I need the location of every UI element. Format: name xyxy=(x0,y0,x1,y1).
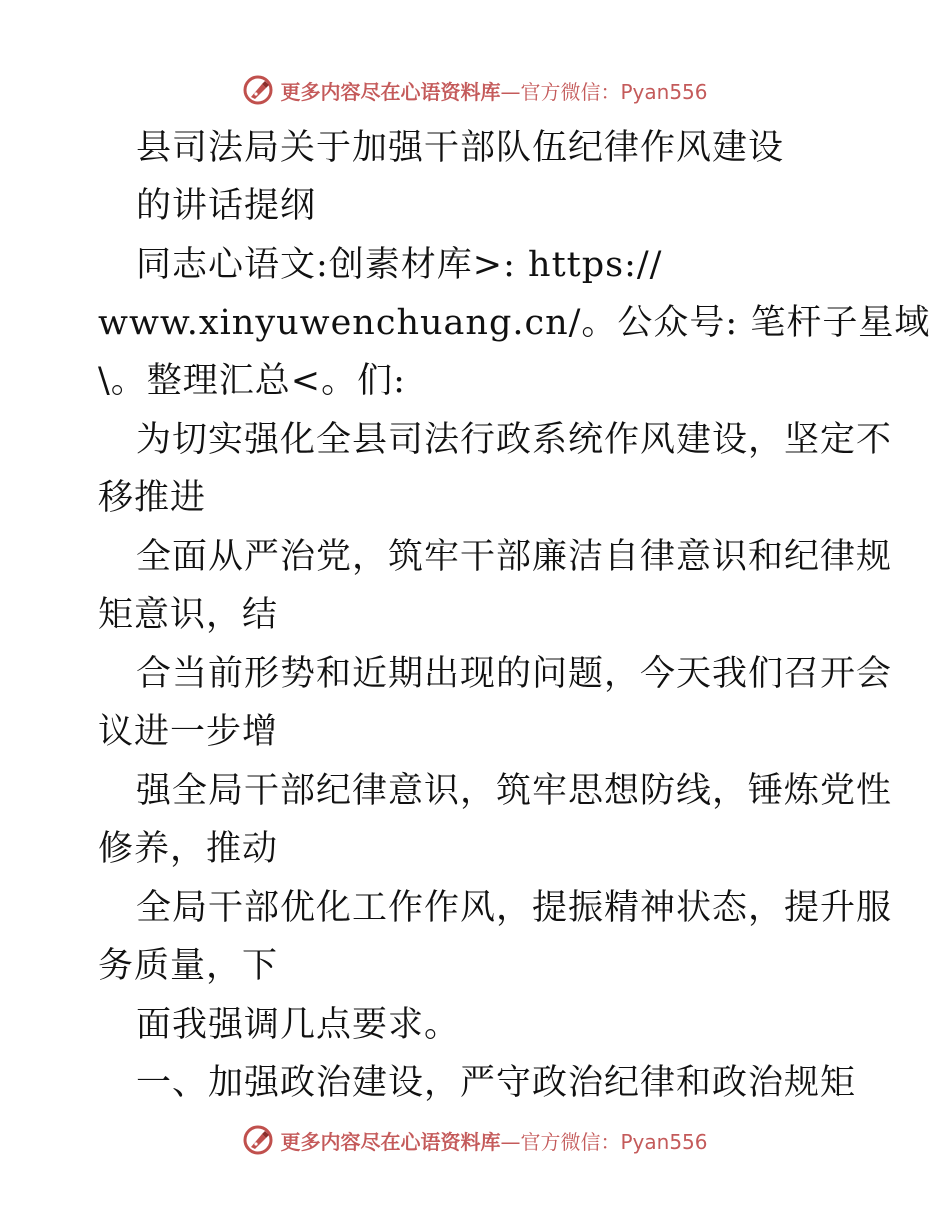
watermark-account-label: 官方微信： xyxy=(520,79,621,104)
paragraph-line: 合当前形势和近期出现的问题，今天我们召开会 xyxy=(136,654,893,694)
document-title-line-1: 县司法局关于加强干部队伍纪律作风建设 xyxy=(136,128,785,168)
paragraph-line: 矩意识，结 xyxy=(98,595,279,635)
watermark-separator: — xyxy=(500,79,521,104)
paragraph-line: 修养，推动 xyxy=(98,829,279,869)
watermark-main-text: 更多内容尽在心语资料库 xyxy=(280,1129,501,1154)
watermark-account-label: 官方微信： xyxy=(520,1129,621,1154)
paragraph-line: 移推进 xyxy=(98,478,207,518)
pen-nib-logo-icon xyxy=(242,1124,274,1156)
watermark-main-text: 更多内容尽在心语资料库 xyxy=(280,79,501,104)
watermark-separator: — xyxy=(500,1129,521,1154)
footer-watermark-banner xyxy=(0,1120,950,1160)
section-heading: 一、加强政治建设，严守政治纪律和政治规矩 xyxy=(136,1063,857,1103)
paragraph-line: \。整理汇总<。们: xyxy=(98,361,406,401)
watermark-text xyxy=(280,76,707,105)
paragraph-line: www.xinyuwenchuang.cn/。公众号: 笔杆子星域 xyxy=(98,303,931,343)
paragraph-line: 同志心语文:创素材库>: https:// xyxy=(136,245,663,285)
watermark-account-id: Pyan556 xyxy=(620,79,708,104)
document-title-line-2: 的讲话提纲 xyxy=(136,186,317,226)
header-watermark-banner xyxy=(0,70,950,110)
paragraph-line: 议进一步增 xyxy=(98,712,279,752)
paragraph-line: 为切实强化全县司法行政系统作风建设，坚定不 xyxy=(136,420,893,460)
paragraph-line: 强全局干部纪律意识，筑牢思想防线，锤炼党性 xyxy=(136,771,893,811)
watermark-text xyxy=(280,1126,707,1155)
paragraph-line: 面我强调几点要求。 xyxy=(136,1005,461,1045)
paragraph-line: 务质量，下 xyxy=(98,946,279,986)
pen-nib-logo-icon xyxy=(242,74,274,106)
paragraph-line: 全面从严治党，筑牢干部廉洁自律意识和纪律规 xyxy=(136,537,893,577)
watermark-account-id: Pyan556 xyxy=(620,1129,708,1154)
paragraph-line: 全局干部优化工作作风，提振精神状态，提升服 xyxy=(136,888,893,928)
